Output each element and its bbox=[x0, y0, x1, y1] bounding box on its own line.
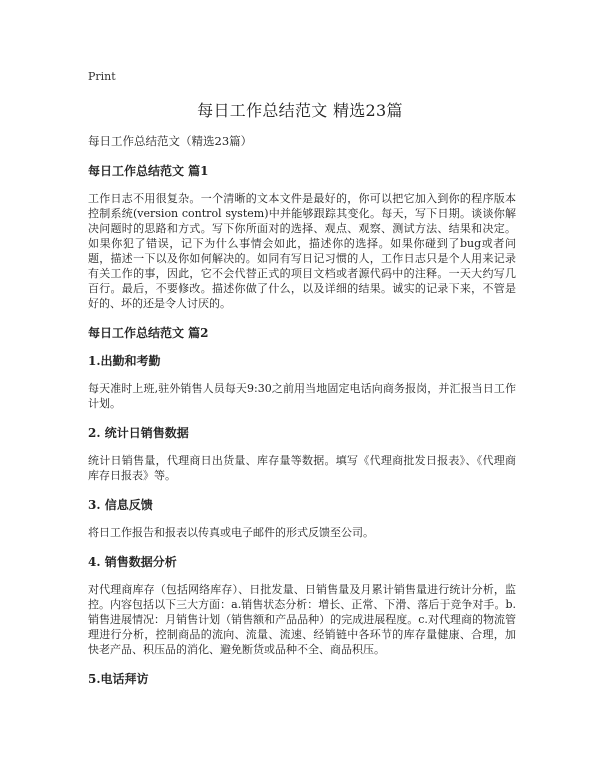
print-link[interactable]: Print bbox=[88, 70, 116, 83]
document-subtitle: 每日工作总结范文（精选23篇） bbox=[88, 134, 253, 148]
document-body bbox=[88, 133, 516, 699]
section-paragraph-1: 工作日志不用很复杂。一个清晰的文本文件是最好的，你可以把它加入到你的程序版本控制系统(version control system)中并能够跟踪其变化。每天，写下日期。谈谈你解决问题时的思路和方式。写下你所面对的选择、观点、观察、测试方法、结果和决定。如果你犯了错误，记下为什么事情会如此，描述你的选择。如果你碰到了bug或者问题，描述一下以及你如何解决的。如同有写日记习惯的人，工作日志只是个人用来记录有关工作的事，因此，它不会代替正式的项目文档或者源代码中的注释。一天大约写几百行。最后，不要修改。描述你做了什么，以及详细的结果。诚实的记录下来，不管是好的、坏的还是令人讨厌的。 bbox=[88, 192, 516, 310]
section-heading-phone-visit: 5.电话拜访 bbox=[88, 672, 149, 686]
section-paragraph-sales-analysis: 对代理商库存（包括网络库存）、日批发量、日销售量及月累计销售量进行统计分析，监控。内容包括以下三大方面：a.销售状态分析：增长、正常、下滑、落后于竞争对手。b.销售进展情况：月销售计划（销售额和产品品种）的完成进展程度。c.对代理商的物流管理进行分析，控制商品的流向、流量、流速、经销链中各环节的库存量健康、合理，加快老产品、积压品的消化、避免断货或品种不全、商品积压。 bbox=[88, 583, 516, 656]
section-heading-2: 每日工作总结范文 篇2 bbox=[88, 326, 209, 340]
section-heading-daily-sales: 2. 统计日销售数据 bbox=[88, 426, 189, 440]
section-paragraph-daily-sales: 统计日销售量，代理商日出货量、库存量等数据。填写《代理商批发日报表》、《代理商库存日报表》等。 bbox=[88, 454, 516, 482]
section-paragraph-attendance: 每天准时上班,驻外销售人员每天9:30之前用当地固定电话向商务报岗，并汇报当日工作计划。 bbox=[88, 382, 516, 410]
section-heading-attendance: 1.出勤和考勤 bbox=[88, 354, 161, 368]
section-heading-sales-analysis: 4. 销售数据分析 bbox=[88, 555, 177, 569]
section-heading-1: 每日工作总结范文 篇1 bbox=[88, 164, 209, 178]
section-paragraph-feedback: 将日工作报告和报表以传真或电子邮件的形式反馈至公司。 bbox=[88, 526, 374, 539]
section-heading-feedback: 3. 信息反馈 bbox=[88, 498, 153, 512]
page-title: 每日工作总结范文 精选23篇 bbox=[197, 101, 403, 120]
